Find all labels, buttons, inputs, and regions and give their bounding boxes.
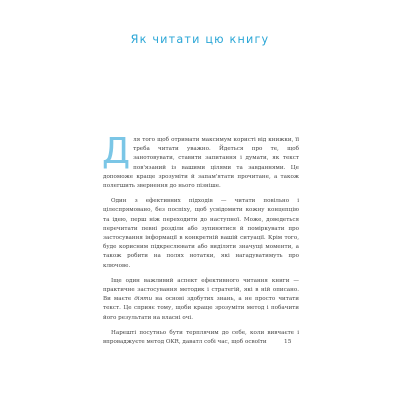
- chapter-title: Як читати цю книгу: [130, 33, 270, 46]
- drop-cap: Д: [102, 131, 131, 172]
- body-text: [102, 131, 300, 353]
- paragraph-1: [102, 131, 299, 191]
- paragraph-4: [103, 329, 299, 347]
- paragraph-4-text: Нарешті посутньо бути терплячим до себе, коли вивчаєте і впроваджуєте метод OKR, даватл собі час, щоб освоїти: [103, 329, 299, 346]
- page-number: 15: [284, 339, 292, 345]
- paragraph-3-text: Іще один важливий аспект ефективного читання книги — практичне застосування методик і стратегій, які в ній описано. Ви маєте: [103, 277, 299, 303]
- paragraph-2-text: Один з ефективних підходів — читати повільно і цілеспрямовано, без поспіху, щоб усвідомити кожну концепцію та ідею, перш ніж переходити до наступної. Може, доведеться перечитати певні розділи або зупинятися й поміркувати про застосування інформації в конкретній вашій ситуації. Крім того, буде корисним підкреслювати або виділяти значущі моменти, а також робити на полях нотатки, які нагадуватимуть про ключове.: [103, 198, 299, 269]
- paragraph-3-text-after: на основі здобутих знань, а не просто читати текст. Це сприяє тому, щоби краще зрозуміти метод і побачити його результати на власні очі.: [103, 296, 300, 321]
- emphasis-word: діяти: [134, 296, 153, 303]
- paragraph-3: [103, 277, 299, 323]
- paragraph-1-text: ля того щоб отримати максимум користі від книжки, її треба читати уважно. Йдеться про те, щоб занотовувати, ставити запитання і думати, як текст пов'язаний із вашими цілями та завданнями. Це допоможе краще зрозуміти й запам'ятати прочитане, а також полегшить звернення до нього пізніше.: [103, 137, 299, 190]
- paragraph-2: [103, 197, 299, 271]
